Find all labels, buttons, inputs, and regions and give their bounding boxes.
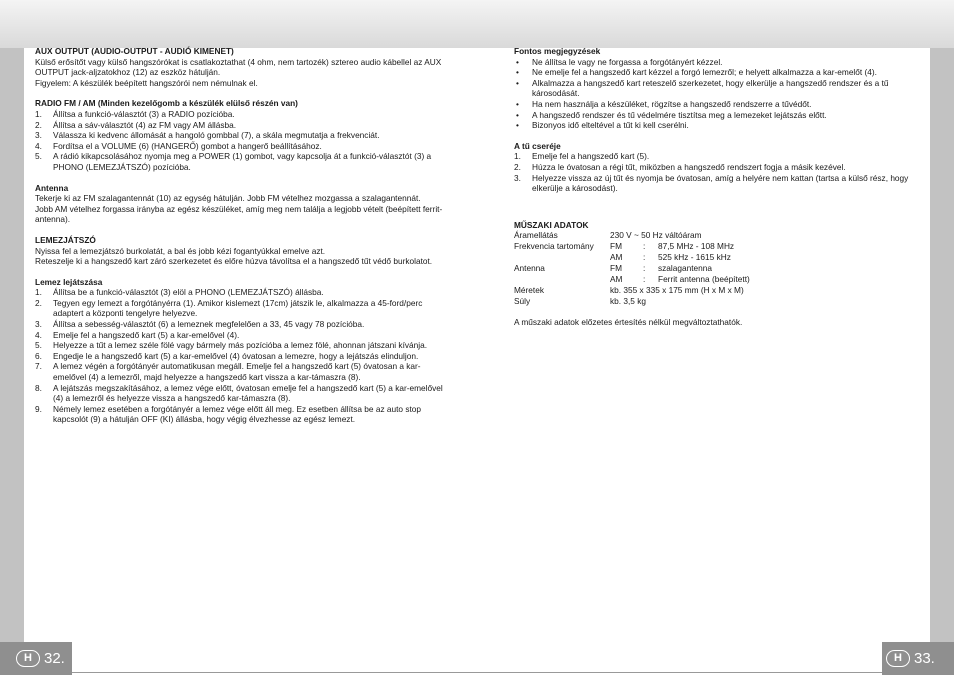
- notes-list: [514, 57, 914, 131]
- item-text: Állítsa a funkció-választót (3) a RADIO pozícióba.: [53, 108, 235, 119]
- spec-row: [514, 241, 750, 252]
- item-text: Ne állítsa le vagy ne forgassa a forgótányért kézzel.: [532, 56, 723, 67]
- item-number: 3.: [514, 172, 521, 183]
- spec-separator: :: [643, 273, 646, 284]
- spec-row: [514, 274, 750, 285]
- item-text: Emelje fel a hangszedő kart (5) a kar-emelővel (4).: [53, 329, 240, 340]
- spec-band: AM: [610, 252, 623, 263]
- item-number: 2.: [35, 297, 42, 308]
- page-number-right-text: 33.: [914, 649, 935, 667]
- item-number: 1.: [514, 151, 521, 162]
- spacer: [514, 204, 914, 220]
- item-text: Állítsa a sáv-választót (4) az FM vagy AM állásba.: [53, 119, 237, 130]
- item-text: A rádió kikapcsolásához nyomja meg a POWER (1) gombot, vagy kapcsolja át a funkció-választót (3) a PHONO (LEMEZJÁTSZÓ) pozícióba.: [53, 151, 432, 172]
- item-number: 5.: [35, 340, 42, 351]
- list-item: [514, 67, 914, 78]
- item-number: 2.: [35, 119, 42, 130]
- list-item: [514, 78, 914, 99]
- left-margin-strip: [0, 48, 24, 675]
- list-item: [35, 298, 445, 319]
- item-text: Tegyen egy lemezt a forgótányérra (1). Amikor kislemezt (17cm) játszik le, alkalmazza a 45-ford/perc adaptert a központi tengelyre helyezve.: [53, 297, 423, 319]
- item-number: 1.: [35, 287, 42, 298]
- header-band: [0, 0, 954, 48]
- item-text: Állítsa be a funkció-választót (3) elöl a PHONO (LEMEZJÁTSZÓ) állásba.: [53, 287, 324, 298]
- paragraph: Figyelem: A készülék beépített hangszórói nem némulnak el.: [35, 77, 258, 88]
- item-number: 6.: [35, 350, 42, 361]
- spec-row: [514, 285, 750, 296]
- spec-value: kb. 355 x 335 x 175 mm (H x M x M): [610, 284, 744, 295]
- item-number: 4.: [35, 329, 42, 340]
- list-item: [514, 151, 914, 162]
- spec-label: [514, 252, 610, 263]
- spec-value: 230 V ~ 50 Hz váltóáram: [610, 230, 702, 241]
- list-item: [514, 173, 914, 194]
- spec-band: AM: [610, 273, 623, 284]
- notes-section: [514, 46, 914, 131]
- list-item: [35, 287, 445, 298]
- page-number-right: [886, 648, 935, 668]
- spacer: [514, 307, 914, 317]
- item-text: Helyezze vissza az új tűt és nyomja be óvatosan, amíg a helyére nem kattan (tartsa a külső rész, hogy elkerülje a károsodást).: [532, 172, 909, 194]
- item-text: Némely lemez esetében a forgótányér a lemez vége előtt áll meg. Ez esetben állítsa be az auto stop kapcsolót (9) a hátulján OFF (KI) állásba, hogy végig élvezhesse az egész lemezt.: [53, 403, 422, 425]
- bullet: •: [516, 109, 519, 120]
- spec-row: [514, 296, 750, 307]
- bullet: •: [516, 67, 519, 78]
- list-item: [35, 319, 445, 330]
- item-number: 7.: [35, 361, 42, 372]
- right-margin-strip: [930, 48, 954, 675]
- list-item: [514, 162, 914, 173]
- spec-value: 87,5 MHz - 108 MHz: [658, 241, 735, 252]
- item-text: A lemez végén a forgótányér automatikusan megáll. Emelje fel a hangszedő kart (5) óvatosan a kar-emelővel (4) a lemezről, majd helyezze a hangszedő kart vissza a kar-támaszra (8).: [53, 361, 421, 383]
- item-text: Ha nem használja a készüléket, rögzítse a hangszedő rendszerre a tűvédőt.: [532, 98, 812, 109]
- language-badge-right: H: [886, 650, 910, 667]
- spec-label: Súly: [514, 295, 531, 306]
- list-item: [35, 383, 445, 404]
- bullet: •: [516, 77, 519, 88]
- item-text: Fordítsa el a VOLUME (6) (HANGERŐ) gombot a hangerő beállításához.: [53, 140, 322, 151]
- section-heading: RADIO FM / AM (Minden kezelőgomb a készülék elülső részén van): [35, 98, 298, 109]
- item-text: Válassza ki kedvenc állomását a hangoló gombbal (7), a skála megmutatja a frekvenciát.: [53, 130, 380, 141]
- item-number: 2.: [514, 161, 521, 172]
- bullet: •: [516, 98, 519, 109]
- list-item: [35, 330, 445, 341]
- spec-row: [514, 252, 750, 263]
- left-page-column: [35, 46, 445, 435]
- section: [35, 98, 445, 172]
- footer-rule: [72, 672, 882, 673]
- item-number: 5.: [35, 151, 42, 162]
- list-item: [514, 99, 914, 110]
- list-item: [35, 151, 445, 172]
- spec-value: 525 kHz - 1615 kHz: [658, 252, 731, 263]
- item-number: 1.: [35, 108, 42, 119]
- spec-band: FM: [610, 263, 622, 274]
- needle-heading: A tű cseréje: [514, 140, 561, 151]
- spec-label: Frekvencia tartomány: [514, 241, 594, 252]
- bullet: •: [516, 56, 519, 67]
- spec-row: [514, 263, 750, 274]
- notes-heading: Fontos megjegyzések: [514, 46, 601, 56]
- spec-value: Ferrit antenna (beépített): [658, 273, 750, 284]
- section-heading: LEMEZJÁTSZÓ: [35, 234, 96, 245]
- list-item: [514, 120, 914, 131]
- needle-section: [514, 141, 914, 194]
- language-badge-left: H: [16, 650, 40, 667]
- paragraph: Jobb AM vételhez forgassa irányba az egész készüléket, amíg meg nem találja a legjobb vételt (beépített ferrit- antenna).: [35, 203, 443, 225]
- list-item: [35, 340, 445, 351]
- specs-heading: MŰSZAKI ADATOK: [514, 219, 589, 230]
- item-number: 3.: [35, 319, 42, 330]
- numbered-list: [35, 287, 445, 425]
- item-text: Húzza le óvatosan a régi tűt, miközben a hangszedő rendszert fogja a másik kezével.: [532, 161, 846, 172]
- item-text: Állítsa a sebesség-választót (6) a lemeznek megfelelően a 33, 45 vagy 78 pozícióba.: [53, 319, 365, 330]
- section-heading: Antenna: [35, 182, 69, 193]
- item-number: 4.: [35, 140, 42, 151]
- page-number-left: [16, 648, 65, 668]
- spec-separator: :: [643, 252, 646, 263]
- page-number-left-text: 32.: [44, 649, 65, 667]
- list-item: [35, 120, 445, 131]
- section-heading: AUX OUTPUT (AUDIO-OUTPUT - AUDIÓ KIMENET): [35, 46, 234, 56]
- section: [35, 235, 445, 267]
- item-text: Emelje fel a hangszedő kart (5).: [532, 151, 650, 162]
- spec-separator: :: [643, 241, 646, 252]
- list-item: [514, 110, 914, 121]
- numbered-list: [35, 109, 445, 173]
- specs-section: [514, 220, 914, 328]
- spec-band: FM: [610, 241, 622, 252]
- item-text: A lejátszás megszakításához, a lemez vége előtt, óvatosan emelje fel a hangszedő kart (5) a kar-emelővel (4) a lemezről és helyezze vissza a hangszedő kar-támaszra (8).: [53, 382, 443, 404]
- paragraph: Nyissa fel a lemezjátszó burkolatát, a bal és jobb kézi fogantyúkkal emelve azt.: [35, 245, 326, 256]
- item-text: Bizonyos idő elteltével a tűt ki kell cserélni.: [532, 120, 689, 131]
- item-text: Engedje le a hangszedő kart (5) a kar-emelővel (4) óvatosan a lemezre, hogy a lejátszás elinduljon.: [53, 350, 419, 361]
- spec-label: Antenna: [514, 263, 545, 274]
- paragraph: Tekerje ki az FM szalagantennát (10) az egység hátulján. Jobb FM vételhez mozgassa a szalagantennát.: [35, 193, 421, 204]
- list-item: [514, 57, 914, 68]
- list-item: [35, 109, 445, 120]
- needle-list: [514, 151, 914, 193]
- specs-footnote: A műszaki adatok előzetes értesítés nélkül megváltoztathatók.: [514, 316, 743, 327]
- item-text: Helyezze a tűt a lemez széle fölé vagy bármely más pozícióba a lemez fölé, ahonnan játszani kívánja.: [53, 340, 428, 351]
- list-item: [35, 130, 445, 141]
- section: [35, 183, 445, 225]
- item-text: Ne emelje fel a hangszedő kart kézzel a forgó lemezről; e helyett alkalmazza a kar-emelőt (4).: [532, 67, 877, 78]
- section: [35, 46, 445, 88]
- item-number: 8.: [35, 382, 42, 393]
- list-item: [35, 141, 445, 152]
- paragraph: Reteszelje ki a hangszedő kart záró szerkezetet és előre húzva távolítsa el a hangszedő tűt védő burkolatot.: [35, 256, 433, 267]
- item-text: Alkalmazza a hangszedő kart reteszelő szerkezetet, hogy elkerülje a hangszedő rendszer és a tű károsodását.: [532, 77, 889, 99]
- bullet: •: [516, 120, 519, 131]
- section: [35, 277, 445, 425]
- spec-label: Méretek: [514, 284, 544, 295]
- section-heading: Lemez lejátszása: [35, 276, 103, 287]
- spec-value: szalagantenna: [658, 263, 712, 274]
- specs-table: [514, 230, 750, 306]
- list-item: [35, 361, 445, 382]
- spec-row: [514, 230, 750, 241]
- paragraph: Külső erősítőt vagy külső hangszórókat is csatlakoztathat (4 ohm, nem tartozék) sztereo audio kábellel az AUX OUTPUT jack-aljzatokhoz (12) az eszköz hátulján.: [35, 56, 442, 78]
- spec-label: Áramellátás: [514, 230, 558, 241]
- list-item: [35, 351, 445, 362]
- item-text: A hangszedő rendszer és tű védelmére tisztítsa meg a lemezeket lejátszás előtt.: [532, 109, 827, 120]
- list-item: [35, 404, 445, 425]
- spec-value: kb. 3,5 kg: [610, 295, 646, 306]
- spec-label: [514, 274, 610, 285]
- right-page-column: [514, 46, 914, 337]
- item-number: 3.: [35, 130, 42, 141]
- item-number: 9.: [35, 403, 42, 414]
- spec-separator: :: [643, 263, 646, 274]
